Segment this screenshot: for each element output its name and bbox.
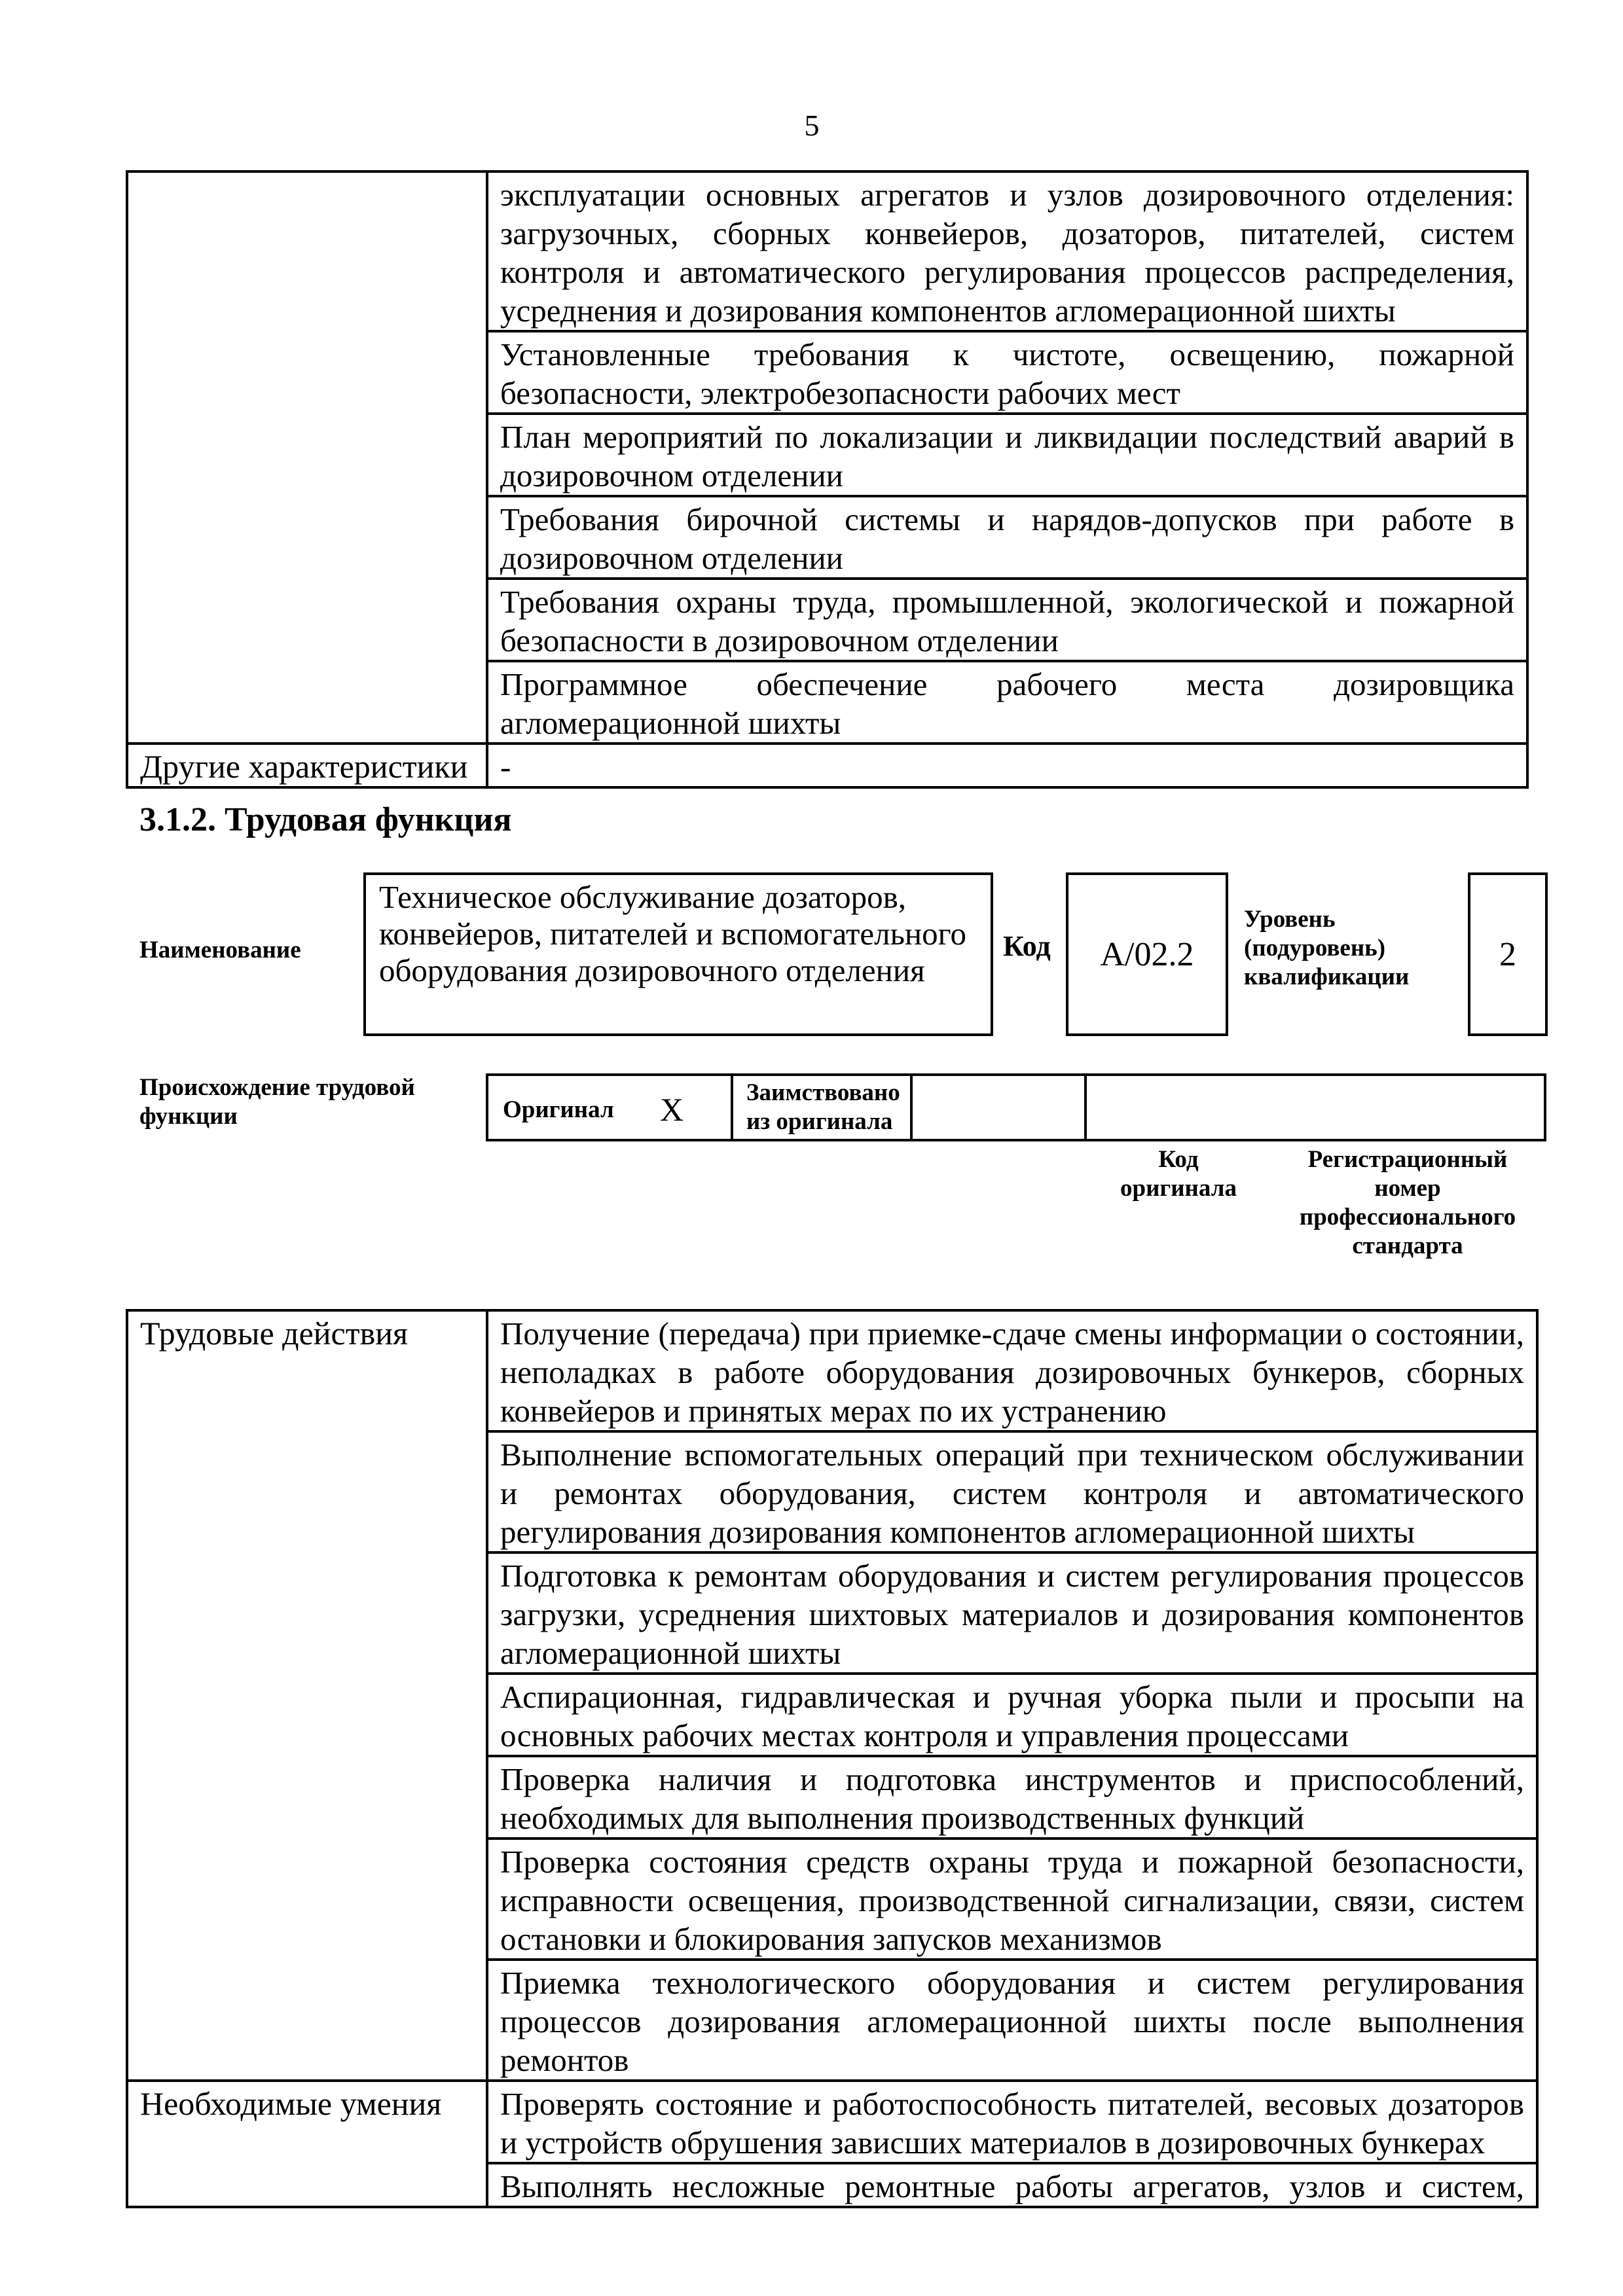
table-cell: Требования бирочной системы и нарядов-допусков при работе в дозировочном отделении (487, 496, 1527, 579)
original-cell (486, 1073, 733, 1141)
qualification-level-label: Уровень (подуровень) квалификации (1244, 906, 1410, 990)
original-mark: X (660, 1091, 684, 1128)
original-code-cell (910, 1073, 1087, 1141)
table-cell: План мероприятий по локализации и ликвидации последствий аварий в дозировочном отделении (487, 414, 1527, 496)
row-label-cell (127, 171, 487, 744)
table-row (127, 171, 1527, 331)
original-code-caption: Код оригинала (1120, 1146, 1237, 1202)
table-cell: Требования охраны труда, промышленной, экологической и пожарной безопасности в дозировочном отделении (487, 579, 1527, 661)
table-row (127, 744, 1527, 787)
knowledge-table (126, 170, 1529, 789)
labor-actions-table (126, 1309, 1539, 2208)
other-characteristics-value: - (487, 744, 1527, 787)
section-title: 3.1.2. Трудовая функция (139, 801, 512, 838)
table-row (127, 1310, 1537, 1431)
qualification-level-value: 2 (1468, 872, 1548, 1036)
labor-actions-label: Трудовые действия (127, 1310, 487, 2081)
name-label: Наименование (139, 937, 301, 963)
table-cell: Выполнение вспомогательных операций при техническом обслуживании и ремонтах оборудования, систем контроля и автоматического регулирования дозирования компонентов агломерационной шихты (487, 1431, 1537, 1552)
table-cell: Подготовка к ремонтам оборудования и систем регулирования процессов загрузки, усреднения шихтовых материалов и дозирования компонентов агломерационной шихты (487, 1552, 1537, 1674)
table-cell: Выполнять несложные ремонтные работы агрегатов, узлов и систем, (487, 2163, 1537, 2207)
table-cell: Приемка технологического оборудования и систем регулирования процессов дозирования агломерационной шихты после выполнения ремонтов (487, 1960, 1537, 2081)
code-label: Код (1003, 930, 1051, 962)
table-cell: Установленные требования к чистоте, освещению, пожарной безопасности, электробезопасности рабочих мест (487, 331, 1527, 414)
table-row (127, 2081, 1537, 2163)
origin-row (486, 1073, 1546, 1141)
table-cell: Проверка наличия и подготовка инструментов и приспособлений, необходимых для выполнения производственных функций (487, 1756, 1537, 1839)
table-cell: Проверять состояние и работоспособность питателей, весовых дозаторов и устройств обрушения зависших материалов в дозировочных бункерах (487, 2081, 1537, 2163)
required-skills-label: Необходимые умения (127, 2081, 487, 2207)
function-code: А/02.2 (1066, 872, 1228, 1036)
function-name: Техническое обслуживание дозаторов, конвейеров, питателей и вспомогательного оборудования дозировочного отделения (363, 872, 993, 1036)
registration-number-caption: Регистрационный номер профессионального стандарта (1299, 1146, 1516, 1259)
origin-label: Происхождение трудовой функции (139, 1074, 415, 1130)
original-label: Оригинал (503, 1096, 614, 1123)
table-cell: Программное обеспечение рабочего места дозировщика агломерационной шихты (487, 661, 1527, 744)
other-characteristics-label: Другие характеристики (127, 744, 487, 787)
table-cell: Получение (передача) при приемке-сдаче смены информации о состоянии, неполадках в работе оборудования дозировочных бункеров, сборных конвейеров и принятых мерах по их устранению (487, 1310, 1537, 1431)
table-cell: Проверка состояния средств охраны труда и пожарной безопасности, исправности освещения, производственной сигнализации, связи, систем остановки и блокирования запусков механизмов (487, 1839, 1537, 1960)
registration-number-cell (1084, 1073, 1546, 1141)
page-number: 5 (804, 109, 820, 142)
table-cell: Аспирационная, гидравлическая и ручная уборка пыли и просыпи на основных рабочих местах контроля и управления процессами (487, 1674, 1537, 1756)
borrowed-label: Заимствовано из оригинала (731, 1073, 913, 1141)
table-cell: эксплуатации основных агрегатов и узлов дозировочного отделения: загрузочных, сборных конвейеров, дозаторов, питателей, систем контроля и автоматического регулирования процессов распределения, усреднения и дозирования компонентов агломерационной шихты (487, 171, 1527, 331)
